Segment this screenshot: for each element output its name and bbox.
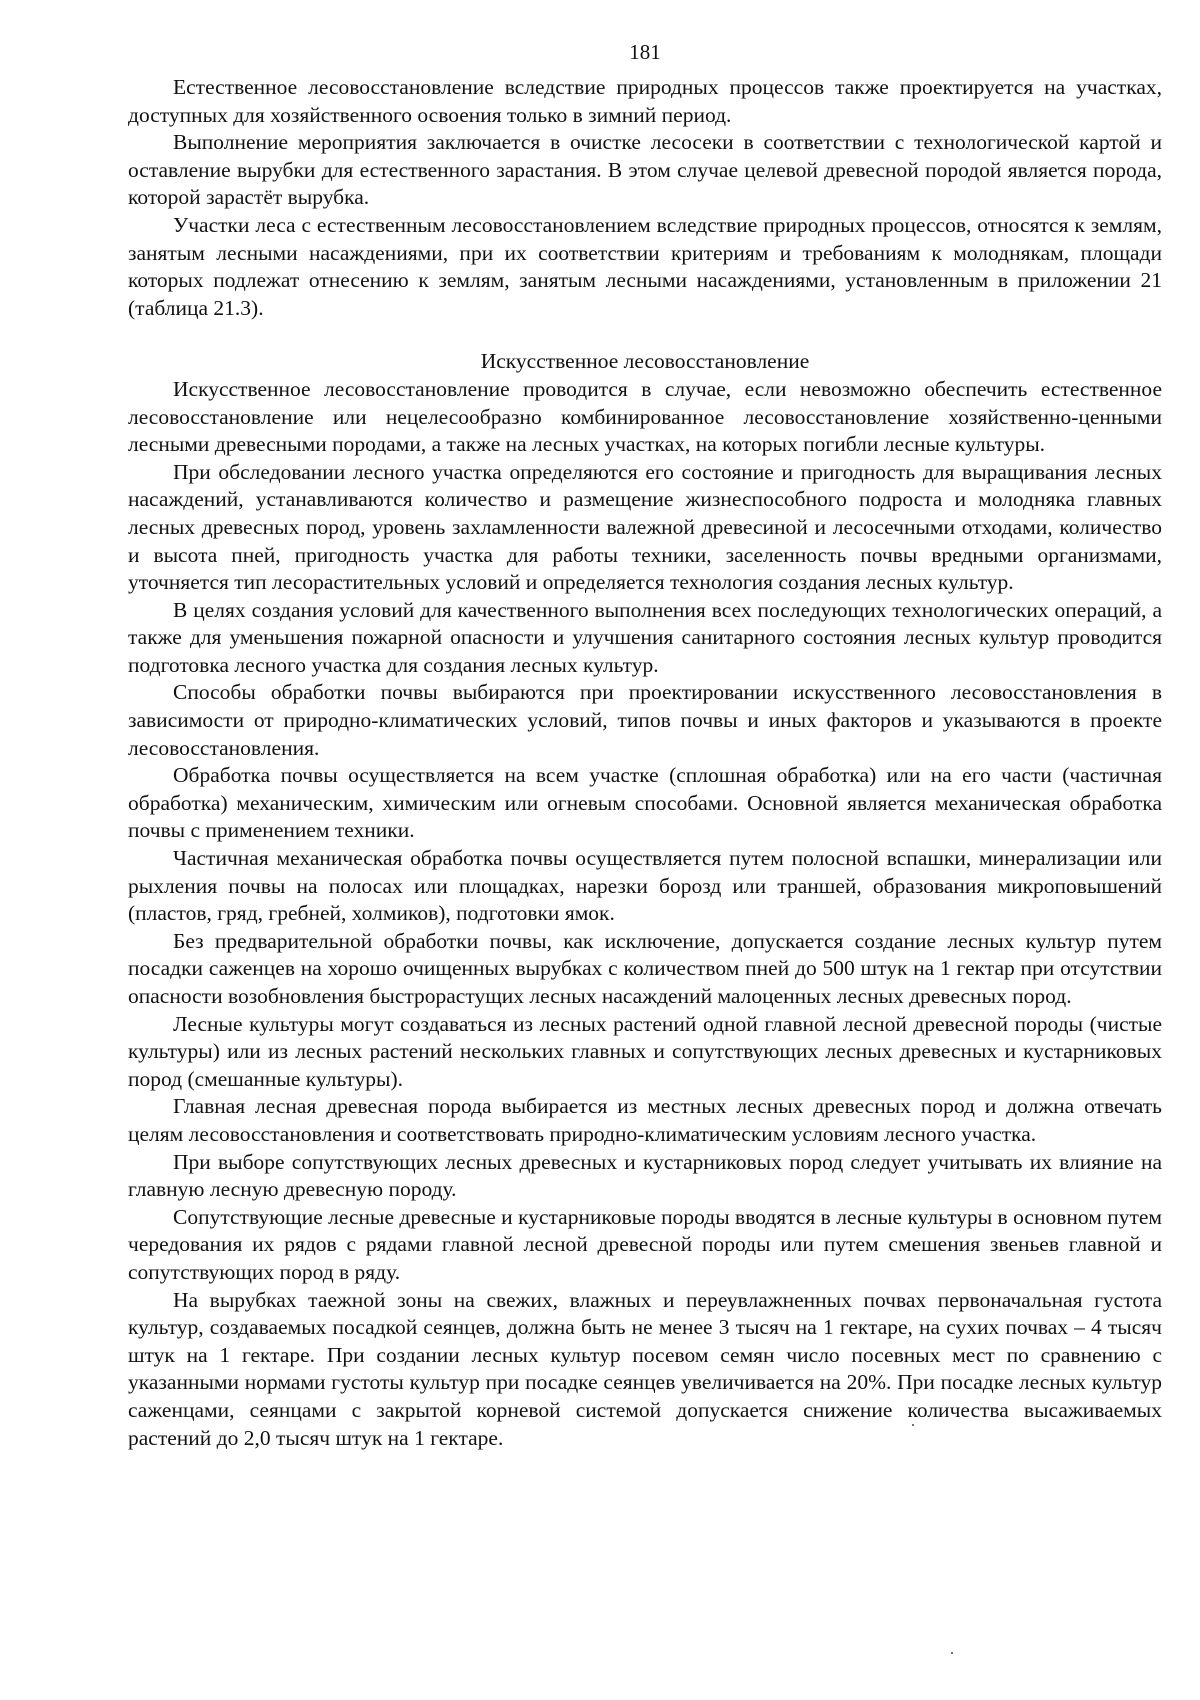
document-page [128,40,1162,1452]
paragraph: Сопутствующие лесные древесные и кустарниковые породы вводятся в лесные культуры в основном путем чередования их рядов с рядами главной лесной древесной породы или путем смешения звеньев главной и сопутствующих пород в ряду. [128,1204,1162,1284]
scan-speck [951,1652,953,1654]
paragraph: При обследовании лесного участка определяются его состояние и пригодность для выращивания лесных насаждений, устанавливаются количество и размещение жизнеспособного подроста и молодняка главных лесных древесных пород, уровень захламленности валежной древесиной и лесосечными отходами, количество и высота пней, пригодность участка для работы техники, заселенность почвы вредными организмами, уточняется тип лесорастительных условий и определяется технология создания лесных культур. [128,459,1162,595]
paragraph: Выполнение мероприятия заключается в очистке лесосеки в соответствии с технологической картой и оставление вырубки для естественного зарастания. В этом случае целевой древесной породой является порода, которой зарастёт вырубка. [128,130,1162,210]
paragraph: Без предварительной обработки почвы, как исключение, допускается создание лесных культур путем посадки саженцев на хорошо очищенных вырубках с количеством пней до 500 штук на 1 гектар при отсутствии опасности возобновления быстрорастущих лесных насаждений малоценных лесных древесных пород. [128,928,1162,1008]
paragraph: Искусственное лесовосстановление проводится в случае, если невозможно обеспечить естественное лесовосстановление или нецелесообразно комбинированное лесовосстановление хозяйственно-ценными лесными древесными породами, а также на лесных участках, на которых погибли лесные культуры. [128,376,1162,457]
section-artificial-regeneration [128,376,1162,1452]
section-heading: Искусственное лесовосстановление [480,349,810,374]
paragraph: Естественное лесовосстановление вследствие природных процессов также проектируется на участках, доступных для хозяйственного освоения только в зимний период. [128,75,1162,127]
page-number: 181 [629,40,661,64]
paragraph: Главная лесная древесная порода выбирается из местных лесных древесных пород и должна отвечать целям лесовосстановления и соответствовать природно-климатическим условиям лесного участка. [128,1094,1162,1146]
paragraph: Обработка почвы осуществляется на всем участке (сплошная обработка) или на его части (частичная обработка) механическим, химическим или огневым способами. Основной является механическая обработка почвы с применением техники. [128,763,1162,843]
paragraph: Частичная механическая обработка почвы осуществляется путем полосной вспашки, минерализации или рыхления почвы на полосах или площадках, нарезки борозд или траншей, образования микроповышений (пластов, гряд, гребней, холмиков), подготовки ямок. [128,846,1162,926]
paragraph: При выборе сопутствующих лесных древесных и кустарниковых пород следует учитывать их влияние на главную лесную древесную породу. [128,1149,1162,1202]
scan-speck [912,1424,914,1426]
paragraph: В целях создания условий для качественного выполнения всех последующих технологических операций, а также для уменьшения пожарной опасности и улучшения санитарного состояния лесных культур проводится подготовка лесного участка для создания лесных культур. [128,597,1162,677]
section-natural-regeneration [128,74,1162,322]
paragraph: Участки леса с естественным лесовосстановлением вследствие природных процессов, относятся к землям, занятым лесными насаждениями, при их соответствии критериям и требованиям к молоднякам, площади которых подлежат отнесению к землям, занятым лесными насаждениями, установленным в приложении 21 (таблица 21.3). [128,212,1162,320]
paragraph: Способы обработки почвы выбираются при проектировании искусственного лесовосстановления в зависимости от природно-климатических условий, типов почвы и иных факторов и указываются в проекте лесовосстановления. [128,680,1162,760]
paragraph: Лесные культуры могут создаваться из лесных растений одной главной лесной древесной породы (чистые культуры) или из лесных растений нескольких главных и сопутствующих лесных древесных и кустарниковых пород (смешанные культуры). [128,1011,1162,1091]
paragraph: На вырубках таежной зоны на свежих, влажных и переувлажненных почвах первоначальная густота культур, создаваемых посадкой сеянцев, должна быть не менее 3 тысяч на 1 гектаре, на сухих почвах – 4 тысяч штук на 1 гектаре. При создании лесных культур посевом семян число посевных мест по сравнению с указанными нормами густоты культур при посадке сеянцев увеличивается на 20%. При посадке лесных культур саженцами, сеянцами с закрытой корневой системой допускается снижение количества высаживаемых растений до 2,0 тысяч штук на 1 гектаре. [128,1287,1162,1450]
